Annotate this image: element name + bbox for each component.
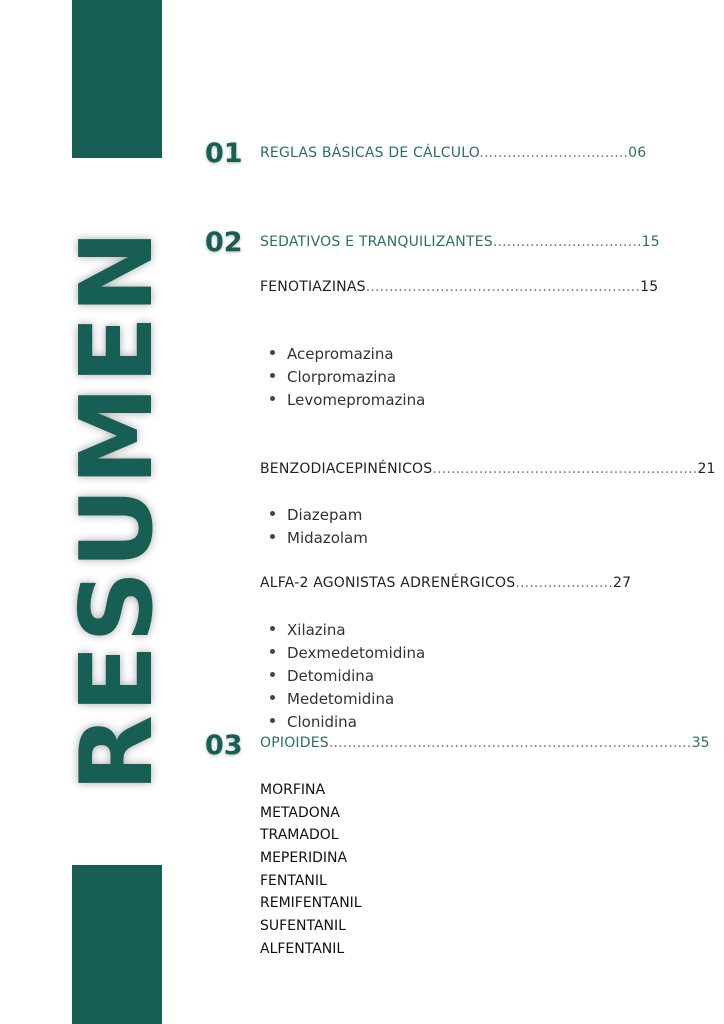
toc-page-number: 21	[697, 461, 716, 477]
list-item: Acepromazina	[270, 343, 425, 366]
toc-leader-dots: ..............................................................................	[328, 735, 692, 751]
list-item: Clorpromazina	[270, 366, 425, 389]
list-item: Midazolam	[270, 527, 368, 550]
list-item: Clonidina	[270, 711, 425, 734]
fenotiazinas-list	[270, 343, 425, 412]
toc-leader-dots: .....................	[515, 575, 613, 591]
toc-page-number: 35	[691, 735, 710, 751]
toc-entry-reglas[interactable]	[260, 145, 646, 161]
page-title: RESUMEN	[58, 227, 175, 793]
list-item: METADONA	[260, 804, 340, 821]
toc-entry-label: REGLAS BÁSICAS DE CÁLCULO	[260, 145, 480, 161]
bottom-accent-bar	[72, 865, 162, 1024]
toc-leader-dots: ................................	[492, 234, 642, 250]
toc-entry-label: ALFA-2 AGONISTAS ADRENÉRGICOS	[260, 575, 516, 591]
top-accent-bar	[72, 0, 162, 158]
list-item: FENTANIL	[260, 872, 327, 889]
toc-entry-label: FENOTIAZINAS	[260, 279, 366, 295]
section-number-01: 01	[205, 138, 243, 169]
toc-leader-dots: ...........................................................	[365, 279, 641, 295]
toc-leader-dots: ................................	[479, 145, 629, 161]
toc-subentry-alfa2[interactable]	[260, 575, 631, 591]
benzodiacepinas-list	[270, 504, 368, 550]
toc-subentry-fenotiazinas[interactable]	[260, 279, 658, 295]
list-item: Xilazina	[270, 619, 425, 642]
opioides-list	[260, 779, 362, 961]
list-item: TRAMADOL	[260, 827, 339, 844]
section-number-03: 03	[205, 730, 243, 761]
toc-page-number: 06	[628, 145, 647, 161]
toc-entry-sedativos[interactable]	[260, 234, 660, 250]
list-item: MORFINA	[260, 782, 326, 798]
toc-entry-label: SEDATIVOS E TRANQUILIZANTES	[260, 234, 493, 250]
list-item: SUFENTANIL	[260, 918, 346, 935]
toc-page-number: 15	[641, 234, 660, 250]
list-item: REMIFENTANIL	[260, 895, 362, 912]
toc-page-number: 15	[640, 279, 659, 295]
alfa2-list	[270, 619, 425, 734]
toc-entry-label: BENZODIACEPINÉNICOS	[260, 461, 433, 477]
list-item: Dexmedetomidina	[270, 642, 425, 665]
toc-page-number: 27	[612, 575, 632, 591]
toc-subentry-benzodiacepinicos[interactable]	[260, 461, 716, 477]
list-item: ALFENTANIL	[260, 940, 345, 957]
toc-entry-opioides[interactable]	[260, 735, 710, 751]
list-item: Levomepromazina	[270, 389, 425, 412]
toc-leader-dots: .........................................................	[432, 461, 698, 477]
section-number-02: 02	[205, 227, 243, 258]
list-item: Detomidina	[270, 665, 425, 688]
list-item: MEPERIDINA	[260, 850, 348, 867]
list-item: Diazepam	[270, 504, 368, 527]
toc-entry-label: OPIOIDES	[260, 735, 329, 751]
list-item: Medetomidina	[270, 688, 425, 711]
